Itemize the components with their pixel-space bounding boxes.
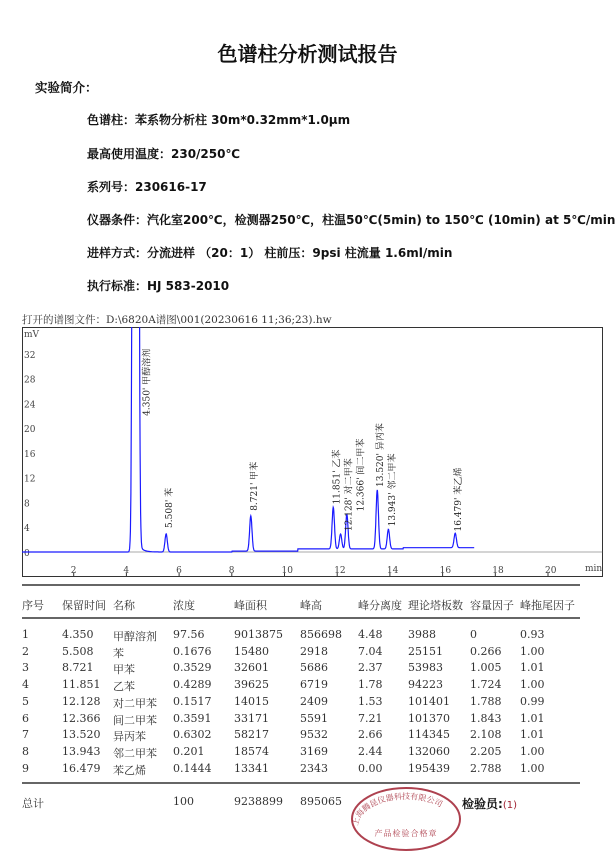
table-cell: 0.1444	[173, 761, 212, 775]
table-cell: 0.1676	[173, 644, 212, 658]
table-cell: 1.53	[358, 694, 383, 708]
table-cell: 0.266	[470, 644, 502, 658]
svg-text:上海腾昆仪器科技有限公司: 上海腾昆仪器科技有限公司	[350, 791, 444, 827]
y-tick-label: 32	[24, 350, 36, 361]
info-max-temp: 最高使用温度：230/250℃	[87, 147, 241, 161]
table-cell: 58217	[234, 728, 269, 742]
table-cell: 间二甲苯	[113, 713, 157, 727]
table-cell: 0.99	[520, 694, 545, 708]
table-cell: 2.37	[358, 661, 383, 675]
info-conditions: 仪器条件：汽化室200℃，检测器250℃，柱温50℃(5min) to 150℃ (10min) at 5℃/min	[87, 213, 615, 227]
table-cell: 16.479	[62, 761, 101, 775]
table-cell: 1.00	[520, 744, 545, 758]
x-tick-label: 4	[123, 566, 130, 576]
info-column: 色谱柱：苯系物分析柱 30m*0.32mm*1.0μm	[87, 113, 351, 127]
table-cell: 1.00	[520, 761, 545, 775]
info-serial: 系列号：230616-17	[87, 180, 207, 194]
table-cell: 5591	[300, 711, 328, 725]
peak-label: 11.851' 乙苯	[332, 449, 343, 505]
x-tick-label: 18	[492, 566, 504, 576]
table-cell: 12.128	[62, 694, 101, 708]
total-area: 9238899	[234, 795, 283, 808]
table-cell: 33171	[234, 711, 269, 725]
x-axis-label: min	[585, 564, 603, 574]
table-cell: 15480	[234, 644, 269, 658]
peak-label: 5.508' 苯	[165, 487, 176, 528]
table-cell: 132060	[408, 744, 450, 758]
table-cell: 101401	[408, 694, 450, 708]
table-cell: 8.721	[62, 661, 94, 675]
chromatogram-trace	[22, 327, 474, 552]
column-header: 容量因子	[470, 599, 514, 612]
table-cell: 39625	[234, 678, 269, 692]
x-tick-label: 8	[228, 566, 235, 576]
column-header: 序号	[22, 599, 44, 612]
column-header: 峰高	[300, 599, 322, 612]
y-tick-label: 0	[24, 549, 30, 559]
y-tick-label: 20	[24, 425, 36, 436]
table-cell: 0.201	[173, 744, 205, 758]
table-cell: 0	[470, 628, 477, 641]
x-tick-label: 12	[334, 566, 346, 576]
table-cell: 0.6302	[173, 728, 212, 742]
table-cell: 5	[22, 694, 29, 708]
table-cell: 101370	[408, 711, 450, 725]
table-cell: 0.3591	[173, 711, 212, 725]
y-axis-label: mV	[24, 330, 40, 340]
table-bottom-rule	[22, 782, 580, 784]
table-cell: 2	[22, 644, 29, 658]
peak-label: 12.128' 对二甲苯	[344, 458, 355, 532]
report-title: 色谱柱分析测试报告	[217, 42, 398, 66]
y-tick-label: 28	[24, 375, 36, 386]
inspector-value: (1)	[502, 800, 517, 811]
column-header: 理论塔板数	[408, 599, 463, 612]
table-top-rule	[22, 584, 580, 586]
peak-label: 4.350' 甲醇溶剂	[142, 348, 153, 416]
table-cell: 乙苯	[113, 680, 135, 694]
x-tick-label: 6	[176, 566, 182, 576]
y-tick-label: 12	[24, 474, 36, 485]
table-cell: 0.4289	[173, 678, 212, 692]
inspector-label: 检验员:	[462, 797, 503, 811]
table-header-rule	[22, 617, 580, 619]
table-cell: 11.851	[62, 678, 101, 692]
x-tick-label: 2	[70, 566, 77, 576]
y-tick-label: 16	[24, 449, 36, 460]
peak-label: 16.479' 苯乙烯	[454, 467, 465, 532]
table-cell: 13.943	[62, 744, 101, 758]
table-cell: 1.843	[470, 711, 502, 725]
table-cell: 2409	[300, 694, 328, 708]
table-cell: 1.005	[470, 661, 502, 675]
table-cell: 异丙苯	[113, 730, 146, 744]
table-cell: 7.21	[358, 711, 383, 725]
svg-text:产品检验合格章: 产品检验合格章	[374, 829, 438, 838]
table-cell: 0.00	[358, 761, 383, 775]
table-cell: 2.44	[358, 744, 383, 758]
table-cell: 苯乙烯	[113, 763, 146, 777]
table-cell: 7.04	[358, 644, 383, 658]
intro-heading: 实验简介：	[35, 80, 98, 95]
table-cell: 9	[22, 761, 29, 775]
table-cell: 9532	[300, 728, 328, 742]
table-cell: 1	[22, 628, 29, 641]
table-cell: 4	[22, 678, 29, 692]
table-cell: 97.56	[173, 628, 205, 641]
table-cell: 甲醇溶剂	[113, 630, 157, 643]
info-injection: 进样方式：分流进样 （20：1） 柱前压：9psi 柱流量 1.6ml/min	[87, 246, 453, 260]
table-cell: 8	[22, 744, 29, 758]
table-cell: 1.00	[520, 678, 545, 692]
table-cell: 2.205	[470, 744, 502, 758]
table-cell: 2343	[300, 761, 328, 775]
column-header: 峰面积	[234, 599, 267, 612]
table-cell: 苯	[113, 646, 124, 660]
table-cell: 13.520	[62, 728, 101, 742]
total-concentration: 100	[173, 795, 194, 808]
table-cell: 0.93	[520, 628, 545, 641]
table-cell: 3988	[408, 628, 436, 641]
table-cell: 0.1517	[173, 694, 212, 708]
table-cell: 1.01	[520, 711, 545, 725]
plot-frame	[23, 328, 603, 577]
inspector-field	[462, 795, 517, 812]
table-cell: 4.48	[358, 628, 383, 641]
table-cell: 94223	[408, 678, 443, 692]
table-cell: 25151	[408, 644, 443, 658]
file-path: 打开的谱图文件：D:\6820A谱图\001(20230616 11;36;23).hw	[22, 314, 332, 326]
peak-label: 13.520' 异丙苯	[376, 423, 387, 487]
total-label: 总计	[22, 797, 44, 810]
y-tick-label: 8	[24, 499, 30, 510]
x-tick-label: 16	[439, 566, 452, 576]
table-cell: 13341	[234, 761, 269, 775]
table-cell: 856698	[300, 628, 342, 641]
column-header: 浓度	[173, 599, 195, 612]
peak-label: 12.366' 间二甲苯	[356, 438, 367, 512]
column-header: 峰分离度	[358, 599, 402, 612]
table-cell: 0.3529	[173, 661, 212, 675]
y-tick-label: 24	[24, 400, 36, 411]
table-cell: 2.108	[470, 728, 502, 742]
table-cell: 14015	[234, 694, 269, 708]
table-cell: 邻二甲苯	[113, 746, 157, 760]
table-cell: 195439	[408, 761, 450, 775]
table-cell: 1.788	[470, 694, 502, 708]
table-cell: 3169	[300, 744, 328, 758]
table-cell: 3	[22, 661, 29, 675]
peak-label: 13.943' 邻二甲苯	[388, 453, 399, 527]
table-cell: 1.00	[520, 644, 545, 658]
x-tick-label: 14	[386, 566, 399, 576]
table-cell: 2.788	[470, 761, 502, 775]
info-standard: 执行标准：HJ 583-2010	[87, 279, 230, 293]
column-header: 保留时间	[62, 599, 106, 612]
inspection-stamp	[350, 786, 462, 852]
x-tick-label: 20	[545, 566, 557, 576]
x-tick-label: 10	[281, 566, 293, 576]
table-cell: 对二甲苯	[113, 696, 157, 710]
table-cell: 1.01	[520, 661, 545, 675]
y-tick-label: 4	[24, 524, 30, 535]
table-cell: 32601	[234, 661, 269, 675]
column-header: 名称	[113, 599, 135, 612]
table-cell: 2.66	[358, 728, 383, 742]
table-cell: 1.78	[358, 678, 383, 692]
table-cell: 12.366	[62, 711, 101, 725]
table-cell: 9013875	[234, 628, 283, 641]
column-header: 峰拖尾因子	[520, 599, 575, 612]
table-cell: 18574	[234, 744, 269, 758]
table-cell: 6	[22, 711, 29, 725]
total-height: 895065	[300, 795, 342, 808]
chromatogram	[22, 327, 603, 577]
table-cell: 甲苯	[113, 663, 135, 677]
table-cell: 5686	[300, 661, 328, 675]
table-cell: 6719	[300, 678, 328, 692]
peak-label: 8.721' 甲苯	[249, 461, 260, 511]
table-cell: 4.350	[62, 628, 94, 641]
table-cell: 53983	[408, 661, 443, 675]
table-cell: 2918	[300, 644, 328, 658]
table-cell: 7	[22, 728, 29, 742]
table-cell: 1.724	[470, 678, 502, 692]
table-cell: 5.508	[62, 644, 94, 658]
table-cell: 1.01	[520, 728, 545, 742]
table-cell: 114345	[408, 728, 450, 742]
